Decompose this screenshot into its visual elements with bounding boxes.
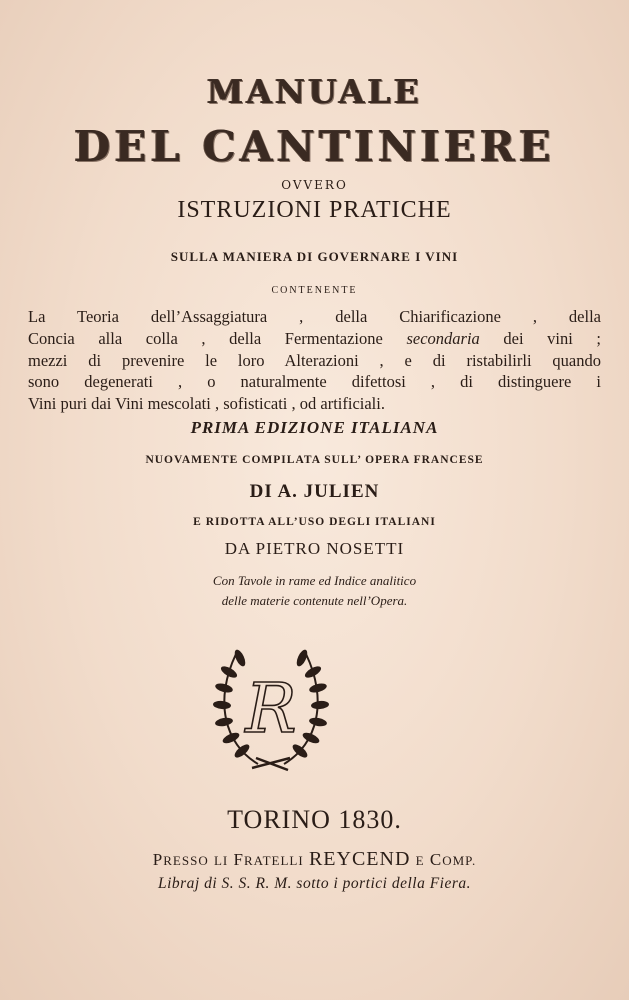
subtitle: ISTRUZIONI PRATICHE	[177, 197, 452, 223]
contents-line-2	[28, 328, 601, 350]
contents-italic-word: secondaria	[406, 328, 480, 348]
subtitle-description: SULLA MANIERA DI GOVERNARE I VINI	[170, 249, 459, 264]
fratelli-rest: RATELLI	[243, 853, 304, 868]
presso-rest: RESSO	[163, 853, 209, 868]
place-and-year: TORINO 1830.	[227, 805, 402, 834]
title-line-1: MANUALE	[206, 72, 423, 111]
contents-paragraph	[28, 306, 601, 415]
translator-name: DA PIETRO NOSETTI	[224, 539, 405, 558]
comp-rest: OMP.	[442, 853, 477, 868]
contents-line-2-a: Concia alla colla , della Fermentazione	[28, 328, 407, 348]
title-line-2: DEL CANTINIERE	[74, 122, 555, 171]
edition-label: PRIMA EDIZIONE ITALIANA	[190, 418, 439, 437]
reduced-note: E RIDOTTA ALL’USO DEGLI ITALIANI	[193, 516, 436, 528]
laurel-wreath-monogram-icon	[210, 640, 332, 778]
e-word: E	[415, 853, 425, 868]
contents-line-1: La Teoria dell’Assaggiatura , della Chiarificazione , della	[28, 307, 601, 326]
contents-line-4: sono degenerati , o naturalmente difettosi , di distinguere i	[28, 372, 601, 392]
presso-initial: P	[152, 850, 164, 869]
publisher-line	[0, 848, 629, 871]
plates-note-line-1: Con Tavole in rame ed Indice analitico	[212, 573, 417, 588]
contenente-label: CONTENENTE	[271, 285, 358, 296]
ovvero-label: OVVERO	[281, 178, 348, 192]
contents-line-3: mezzi di prevenire le loro Alterazioni , e di ristabilirli quando	[28, 350, 601, 370]
compiled-note: NUOVAMENTE COMPILATA SULL’ OPERA FRANCESE	[145, 454, 484, 466]
contents-line-2-b: dei vini ;	[479, 328, 601, 348]
li-word: LI	[213, 853, 229, 868]
contents-line-5: Vini puri dai Vini mescolati , sofisticati , od artificiali.	[28, 394, 385, 414]
plates-note-line-2: delle materie contenute nell’Opera.	[221, 593, 408, 608]
publisher-name: REYCEND	[308, 848, 411, 870]
fratelli-initial: F	[233, 850, 244, 869]
comp-initial: C	[429, 850, 443, 869]
author-name: DI A. JULIEN	[249, 481, 380, 502]
monogram-letter: R	[245, 670, 297, 749]
booksellers-note: Libraj di S. S. R. M. sotto i portici della Fiera.	[157, 875, 472, 892]
